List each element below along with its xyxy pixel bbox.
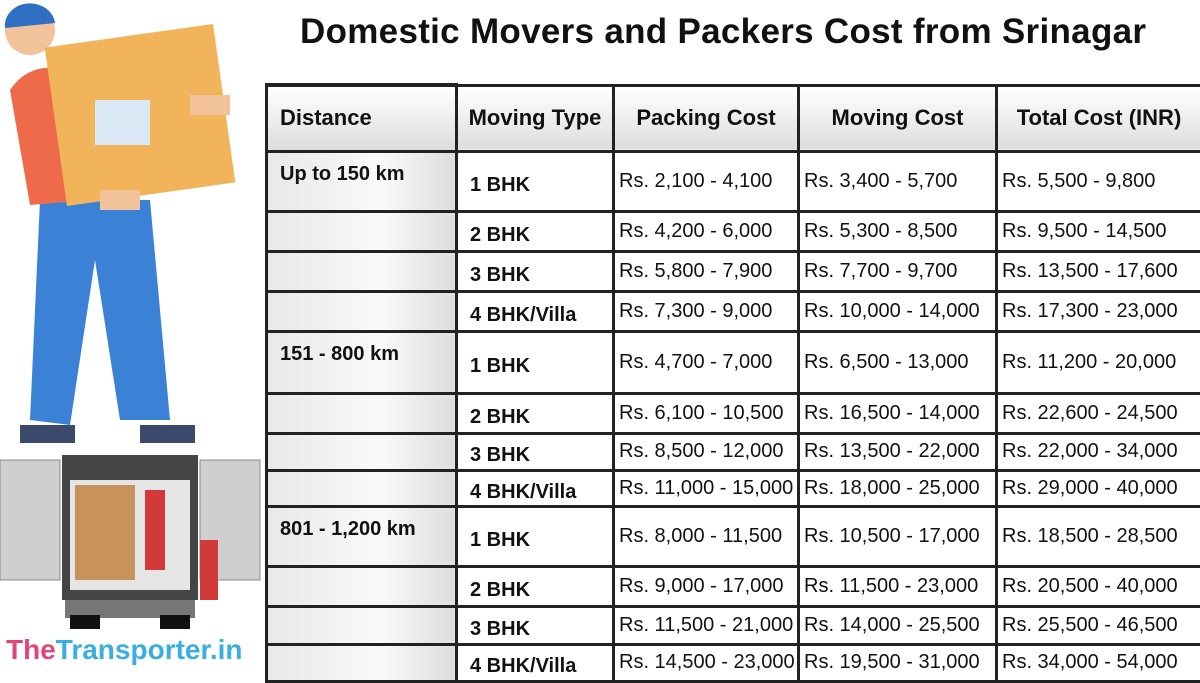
- header-moving-type: Moving Type: [457, 85, 614, 151]
- cell-moving: Rs. 3,400 - 5,700: [799, 151, 997, 211]
- cell-total: Rs. 18,500 - 28,500: [997, 506, 1200, 566]
- cell-moving: Rs. 5,300 - 8,500: [799, 211, 997, 251]
- cell-total: Rs. 22,600 - 24,500: [997, 393, 1200, 433]
- table-row: [267, 506, 1200, 566]
- cell-type: 3 BHK: [457, 251, 614, 291]
- cell-distance: [267, 606, 457, 644]
- cell-packing: Rs. 6,100 - 10,500: [614, 393, 799, 433]
- cell-moving: Rs. 13,500 - 22,000: [799, 433, 997, 470]
- cell-packing: Rs. 4,700 - 7,000: [614, 331, 799, 393]
- cell-total: Rs. 17,300 - 23,000: [997, 291, 1200, 331]
- table-row: [267, 644, 1200, 681]
- cell-total: Rs. 34,000 - 54,000: [997, 644, 1200, 681]
- cell-type: 2 BHK: [457, 211, 614, 251]
- cell-packing: Rs. 8,500 - 12,000: [614, 433, 799, 470]
- table-row: [267, 566, 1200, 606]
- cell-total: Rs. 22,000 - 34,000: [997, 433, 1200, 470]
- cell-distance: [267, 644, 457, 681]
- cell-type: 4 BHK/Villa: [457, 470, 614, 506]
- table-row: [267, 151, 1200, 211]
- cell-total: Rs. 13,500 - 17,600: [997, 251, 1200, 291]
- cell-total: Rs. 5,500 - 9,800: [997, 151, 1200, 211]
- cell-distance: [267, 251, 457, 291]
- cell-moving: Rs. 16,500 - 14,000: [799, 393, 997, 433]
- cell-type: 3 BHK: [457, 433, 614, 470]
- header-packing-cost: Packing Cost: [614, 85, 799, 151]
- table-row: [267, 393, 1200, 433]
- table-row: [267, 331, 1200, 393]
- cell-moving: Rs. 10,000 - 14,000: [799, 291, 997, 331]
- cell-distance: [267, 211, 457, 251]
- cell-moving: Rs. 19,500 - 31,000: [799, 644, 997, 681]
- table-row: [267, 291, 1200, 331]
- cell-total: Rs. 20,500 - 40,000: [997, 566, 1200, 606]
- cell-type: 4 BHK/Villa: [457, 644, 614, 681]
- cell-moving: Rs. 7,700 - 9,700: [799, 251, 997, 291]
- cell-type: 1 BHK: [457, 151, 614, 211]
- cell-moving: Rs. 10,500 - 17,000: [799, 506, 997, 566]
- cell-type: 2 BHK: [457, 393, 614, 433]
- cell-packing: Rs. 9,000 - 17,000: [614, 566, 799, 606]
- cell-packing: Rs. 11,500 - 21,000: [614, 606, 799, 644]
- cell-type: 4 BHK/Villa: [457, 291, 614, 331]
- cell-type: 2 BHK: [457, 566, 614, 606]
- table-row: [267, 211, 1200, 251]
- cell-packing: Rs. 4,200 - 6,000: [614, 211, 799, 251]
- cell-distance: [267, 470, 457, 506]
- cell-distance: [267, 291, 457, 331]
- table-row: [267, 606, 1200, 644]
- cell-distance: [267, 566, 457, 606]
- cell-distance: Up to 150 km: [267, 151, 457, 211]
- header-moving-cost: Moving Cost: [799, 85, 997, 151]
- cell-total: Rs. 11,200 - 20,000: [997, 331, 1200, 393]
- cell-packing: Rs. 8,000 - 11,500: [614, 506, 799, 566]
- mover-carrying-box-illustration: [0, 0, 260, 450]
- cell-total: Rs. 25,500 - 46,500: [997, 606, 1200, 644]
- table-row: [267, 251, 1200, 291]
- header-total-cost: Total Cost (INR): [997, 85, 1200, 151]
- cell-type: 1 BHK: [457, 506, 614, 566]
- moving-truck-illustration: [0, 455, 265, 630]
- cell-packing: Rs. 11,000 - 15,000: [614, 470, 799, 506]
- site-logo: TheTransporter.in: [6, 634, 243, 666]
- table-row: [267, 470, 1200, 506]
- cell-type: 1 BHK: [457, 331, 614, 393]
- cell-distance: 801 - 1,200 km: [267, 506, 457, 566]
- header-distance: Distance: [267, 85, 457, 151]
- table-header-row: [267, 85, 1200, 151]
- cell-moving: Rs. 6,500 - 13,000: [799, 331, 997, 393]
- cost-table: [265, 83, 1200, 683]
- cell-packing: Rs. 5,800 - 7,900: [614, 251, 799, 291]
- cell-moving: Rs. 18,000 - 25,000: [799, 470, 997, 506]
- cell-moving: Rs. 14,000 - 25,500: [799, 606, 997, 644]
- cell-type: 3 BHK: [457, 606, 614, 644]
- cell-packing: Rs. 7,300 - 9,000: [614, 291, 799, 331]
- cell-packing: Rs. 2,100 - 4,100: [614, 151, 799, 211]
- cell-distance: 151 - 800 km: [267, 331, 457, 393]
- table-row: [267, 433, 1200, 470]
- cell-moving: Rs. 11,500 - 23,000: [799, 566, 997, 606]
- page-title: Domestic Movers and Packers Cost from Srinagar: [300, 12, 1146, 52]
- cell-packing: Rs. 14,500 - 23,000: [614, 644, 799, 681]
- cell-distance: [267, 433, 457, 470]
- cell-total: Rs. 29,000 - 40,000: [997, 470, 1200, 506]
- cell-total: Rs. 9,500 - 14,500: [997, 211, 1200, 251]
- cell-distance: [267, 393, 457, 433]
